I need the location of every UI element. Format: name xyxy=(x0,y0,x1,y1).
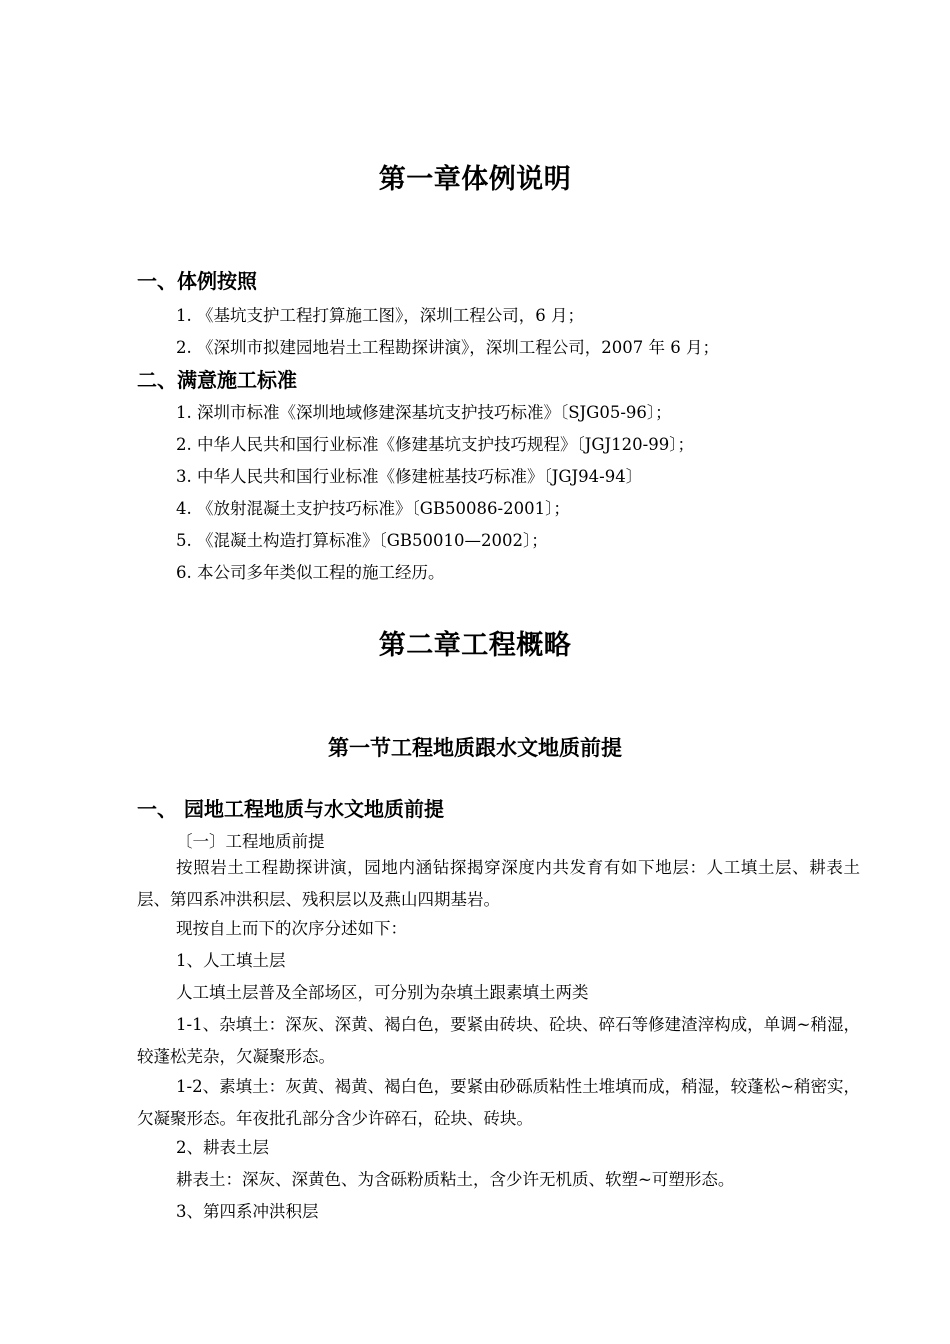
list-item: 1. 《基坑支护工程打算施工图》，深圳工程公司，6 月； xyxy=(176,306,584,325)
list-item: 6. 本公司多年类似工程的施工经历。 xyxy=(176,563,445,582)
list-item: 3、第四系冲洪积层 xyxy=(176,1202,319,1221)
list-item: 5. 《混凝土构造打算标准》〔GB50010—2002〕； xyxy=(176,531,548,550)
chapter-2-title: 第二章工程概略 xyxy=(378,630,572,661)
list-item: 2. 中华人民共和国行业标准《修建基坑支护技巧规程》〔JGJ120-99〕； xyxy=(176,435,694,454)
paragraph: 按照岩土工程勘探讲演，园地内涵钻探揭穿深度内共发育有如下地层：人工填土层、耕表土层、第四系冲洪积层、残积层以及燕山四期基岩。 xyxy=(137,858,860,909)
paragraph: 人工填土层普及全部场区，可分别为杂填土跟素填土两类 xyxy=(176,983,589,1002)
list-item: 3. 中华人民共和国行业标准《修建桩基技巧标准》〔JGJ94-94〕 xyxy=(176,467,643,486)
list-item: 1、人工填土层 xyxy=(176,951,286,970)
paragraph: 1-2、素填土：灰黄、褐黄、褐白色，要紧由砂砾质粘性土堆填而成，稍湿，较蓬松~稍密实，欠凝聚形态。年夜批孔部分含少许碎石，砼块、砖块。 xyxy=(137,1077,860,1128)
subheading: 〔一〕工程地质前提 xyxy=(176,832,325,851)
list-item: 2. 《深圳市拟建园地岩土工程勘探讲演》，深圳工程公司，2007 年 6 月； xyxy=(176,338,719,357)
list-item: 2、耕表土层 xyxy=(176,1138,269,1157)
paragraph: 1-1、杂填土：深灰、深黄、褐白色，要紧由砖块、砼块、碎石等修建渣滓构成，单调~稍湿，较蓬松芜杂，欠凝聚形态。 xyxy=(137,1015,860,1066)
chapter-1-title: 第一章体例说明 xyxy=(378,164,572,195)
list-item: 1. 深圳市标准《深圳地域修建深基坑支护技巧标准》〔SJG05-96〕； xyxy=(176,403,672,422)
section-1-title: 第一节工程地质跟水文地质前提 xyxy=(328,736,622,760)
paragraph: 耕表土：深灰、深黄色、为含砾粉质粘土，含少许无机质、软塑~可塑形态。 xyxy=(176,1170,735,1189)
paragraph: 现按自上而下的次序分述如下： xyxy=(176,919,407,938)
section-heading-geology: 一、 园地工程地质与水文地质前提 xyxy=(137,797,444,821)
list-item: 4. 《放射混凝土支护技巧标准》〔GB50086-2001〕； xyxy=(176,499,570,518)
section-heading-standards: 二、满意施工标准 xyxy=(137,368,297,392)
section-heading-basis: 一、体例按照 xyxy=(137,269,257,293)
